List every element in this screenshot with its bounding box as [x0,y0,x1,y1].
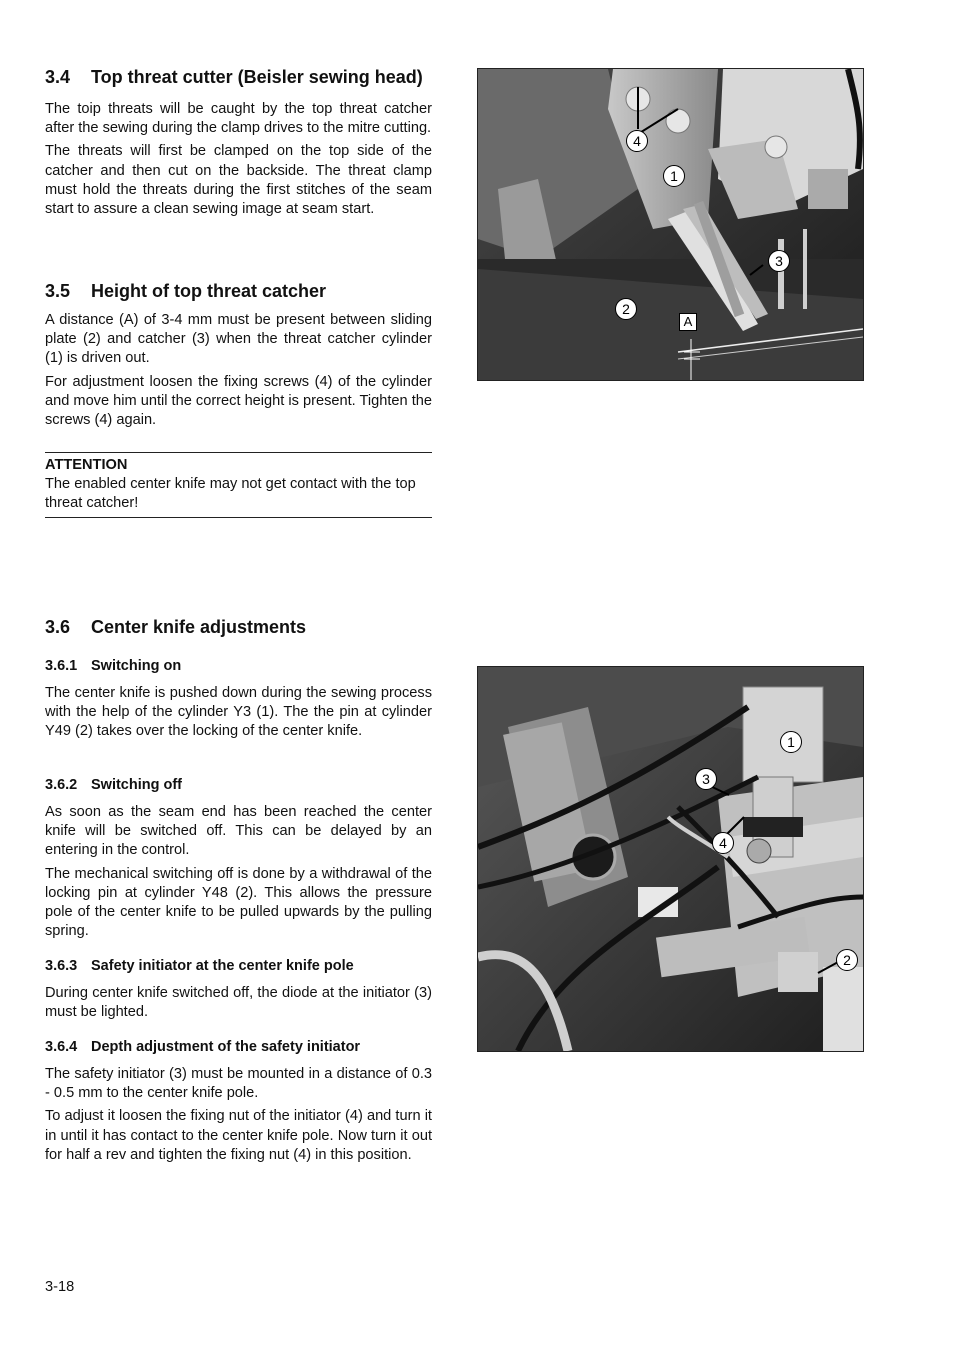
paragraph: During center knife switched off, the diode at the initiator (3) must be lighted. [45,985,432,1021]
section-number: 3.5 [45,281,71,301]
paragraph: The center knife is pushed down during the sewing process with the help of the cylinder Y3 (1). The the pin at cylinder Y49 (2) takes over the locking of the center knife. [45,685,432,740]
subsection-heading [45,1038,432,1056]
attention-box [45,452,432,518]
section-number: 3.6 [45,617,71,637]
attention-title: ATTENTION [45,457,128,473]
subsection-3-6-2 [45,776,432,941]
section-3-6 [45,616,432,638]
section-heading [45,616,432,638]
callout-3: 3 [768,250,790,272]
subsection-title: Switching on [91,658,182,674]
section-title: Center knife adjustments [91,617,307,637]
paragraph: The toip threats will be caught by the top threat catcher after the sewing during the clamp drives to the mitre cutting. [45,101,432,137]
subsection-title: Depth adjustment of the safety initiator [91,1039,361,1055]
page-number: 3-18 [45,1279,75,1295]
subsection-title: Safety initiator at the center knife pole [91,958,354,974]
label-distance-a: A [679,313,697,331]
photo-center-knife [477,666,864,1052]
section-heading [45,280,432,302]
attention-text: The enabled center knife may not get contact with the top threat catcher! [45,476,416,512]
photo-top-threat-catcher [477,68,864,381]
photo-illustration [478,69,863,380]
callout-1: 1 [663,165,685,187]
paragraph: A distance (A) of 3-4 mm must be present between sliding plate (2) and catcher (3) when the threat catcher cylinder (1) is driven out. [45,312,432,367]
callout-2: 2 [836,949,858,971]
photo-illustration [478,667,863,1051]
section-number: 3.4 [45,67,71,87]
subsection-3-6-4 [45,1038,432,1165]
paragraph: The threats will first be clamped on the top side of the catcher and then cut on the backside. The threat clamp must hold the threats during the first stitches of the seam start to assure a clean sewing image at seam start. [45,143,432,218]
paragraph: For adjustment loosen the fixing screws (4) of the cylinder and move him until the correct height is present. Tighten the screws (4) again. [45,373,432,429]
section-title: Top threat cutter (Beisler sewing head) [91,67,423,87]
subsection-number: 3.6.3 [45,958,78,974]
section-title: Height of top threat catcher [91,281,327,301]
subsection-number: 3.6.2 [45,777,78,793]
subsection-3-6-1 [45,657,432,742]
subsection-heading [45,776,432,794]
callout-4: 4 [712,832,734,854]
subsection-heading [45,957,432,975]
callout-2: 2 [615,298,637,320]
subsection-number: 3.6.4 [45,1039,78,1055]
subsection-3-6-3 [45,957,432,1022]
paragraph: As soon as the seam end has been reached the center knife will be switched off. This can be delayed by an entering in the control. [45,804,432,859]
paragraph: To adjust it loosen the fixing nut of the initiator (4) and turn it in until it has contact to the center knife pole. Now turn it out for half a rev and tighten the fixing nut (4) in this position. [45,1108,432,1163]
callout-4: 4 [626,130,648,152]
section-3-5 [45,280,432,430]
callout-1: 1 [780,731,802,753]
section-heading [45,66,432,88]
subsection-title: Switching off [91,777,183,793]
callout-3: 3 [695,768,717,790]
paragraph: The safety initiator (3) must be mounted in a distance of 0.3 - 0.5 mm to the center knife pole. [45,1066,432,1102]
paragraph: The mechanical switching off is done by a withdrawal of the locking pin at cylinder Y48 (2). This allows the pressure pole of the center knife to be pulled upwards by the pulling spring. [45,865,432,940]
subsection-heading [45,657,432,675]
section-3-4 [45,66,432,219]
subsection-number: 3.6.1 [45,658,78,674]
